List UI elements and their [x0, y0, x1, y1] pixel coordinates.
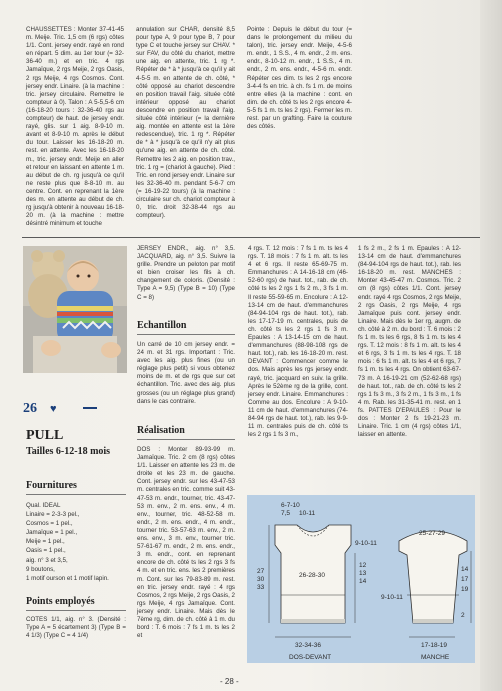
baby-photo	[23, 246, 127, 373]
instructions-column-4: 1 fs 2 m., 2 fs 1 m. Epaules : A 12-13-14 cm de haut. d'emmanchures (84-94-104 rgs de haut. tot.), rab. les 16-18-20 m. rest. MANCHES : Monter 43-45-47 m. Cosmos. Tric. 2 cm (8 rgs) côtes 1/1. Cont. jersey endr. rayé 4 rgs Cosmos, 2 rgs Meije, 2 rgs Oasis, 2 rgs Meije, 4 rgs Jamaïque puis cont. jersey endr. Linaire. Mais dès le 1er rg, augm. de ch. côté à 2 m. du bord : T. 6 mois : 2 fs 1 m. ts les 6 rgs, 8 fs 1 m. ts les 4 rgs. T. 12 mois : 8 fs 1 m. alt. ts les 4 et 6 rgs, 3 fs 1 m. ts les 4 rgs. T. 18 mois : 6 fs 1 m. alt. ts les 4 et 6 rgs, 7 fs 1 m. ts les 4 rgs. On obtient 63-67-73 m. A 16-19-21 cm (52-62-68 rgs) de haut. tot., rab. de ch. côté ts les 2 rgs 1 fs 3 m., 3 fs 2 m., 1 fs 3 m., 1 fs 4 m. Rab. les 31-35-41 m. rest. en 1 fs. PATTES D'EPAULES : Pour le dos : Monter 2 fs 19-21-23 m. Linaire. Tric. 1 cm (4 rgs) côtes 1/1, laisser en attente.	[358, 245, 461, 439]
caption-sleeve: MANCHE	[421, 654, 450, 661]
points-text: COTES 1/1, aig. n° 3. (Densité : Type A = 5 écartement 3) (Type B = 4 1/3) (Type C = 4 1/4)	[26, 616, 126, 640]
label-sleeve-length: 17	[461, 576, 469, 583]
points-heading: Points employés	[26, 596, 126, 611]
label-length: 13	[359, 570, 367, 577]
label-armhole: 9-10-11	[355, 540, 377, 547]
jersey-jacquard-text: JERSEY ENDR., aig. n° 3,5. JACQUARD, aig. n° 3,5. Suivre la grille. Prendre un peloton par motif et bien croiser les fils à ch. changement de coloris. (Densité : Type A = 9,5) (Type B = 10) (Type C = 8)	[137, 245, 235, 301]
supply-item: Qual. IDEAL	[26, 502, 61, 509]
chaussettes-text: CHAUSSETTES : Monter 37-41-45 m. Meije. Tric. 1,5 cm (6 rgs) côtes 1/1. Cont. jersey endr. rayé en rond en répart. 5 dim. au 1er tour (= 32-36-40 m.) et en tric. 4 rgs Jamaïque, 2 rgs Meije, 2 rgs Oasis, 2 rgs Meije, 4 rgs Cosmos. Cont. jersey endr. Linaire. (à la machine : tric. jersey circulaire. Remettre le compteur à 0). Talon : A 5-5,5-6 cm (16-18-20 tours : 32-36-40 rgs au compteur) de haut. de jersey endr. rayé, glis. sur 1 aig. 8-9-10 m. avant et 8-9-10 m. après le début du tour. Laisser les 16-18-20 m. rest. en attente. Avec les 16-18-20 m., tric. jersey endr. Meije en aller et retour en laissant en attente 1 m. au début de ch. rg jusqu'à ce qu'il ne reste plus que 8-8-10 m. au centre. Cont. en reprenant la 1ère des m. en attente au début de ch. rg jusqu'à obtenir à nouveau 16-18-20 m. (à la machine : mettre désintré minimum et touche	[26, 26, 124, 228]
label-height: 30	[257, 576, 265, 583]
model-number: 26	[23, 401, 37, 416]
label-height: 33	[257, 584, 265, 591]
label-shoulder: 7,5	[281, 510, 291, 517]
caption-body: DOS-DEVANT	[289, 654, 332, 661]
page-gutter	[480, 0, 502, 691]
supply-item: 9 boutons,	[26, 565, 55, 573]
pattern-title: PULL	[26, 428, 64, 443]
realisation-text: DOS : Monter 89-93-99 m. Jamaïque. Tric. 2 cm (8 rgs) côtes 1/1. Laisser en attente les 23 m. de droite et les 23 m. de gauche. Cont. jersey endr. sur les 43-47-53 m. centrales en tric. comme suit 43-47-53 m. endr., tourner, tric. 43-47-53 m. env., 2 m. ens. env., 4 m. env., tourner, tric. 48-52-58 m. endr., 2 m. ens. endr., 4 m. endr., tourner tric. 53-57-63 m. env., 2 m. ens. env., 3 m. env., tourner tric. 57-61-67 m. endr., 2 m. ens. endr., 3 m. endr., cont. en reprenant encore de ch. côté ts les 2 rgs 3 fs 4 m. et en tric. ens. les 2 premières m. Cont. sur les 79-83-89 m. rest. en tric. jersey endr. rayé : 4 rgs Cosmos, 2 rgs Meije, 2 rgs Oasis, 2 rgs Meije, 4 rgs Jamaïque. Cont. jersey endr. Linaire. Mais dès le 7ème rg, dim. de ch. côté à 1 m. du bord : T. 6 mois : 7 fs 1 m. ts les 2 et	[137, 446, 235, 640]
label-sleeve-side: 9-10-11	[381, 594, 403, 601]
page-number-row	[23, 398, 128, 420]
label-body-width: 26-28-30	[299, 572, 326, 579]
supply-item: 1 motif ourson et 1 motif lapin.	[26, 574, 109, 582]
fournitures-heading: Fournitures	[26, 480, 126, 495]
fournitures-list	[26, 502, 126, 584]
page-footer: - 28 -	[220, 677, 239, 686]
supply-item: Jamaïque = 1 pel.,	[26, 529, 78, 537]
difficulty-icon	[83, 406, 97, 410]
label-sleeve-length: 14	[461, 566, 469, 573]
pattern-schematic	[247, 495, 475, 663]
section-divider	[22, 237, 490, 238]
label-height: 27	[257, 568, 265, 575]
supply-item: Oasis = 1 pel.,	[26, 547, 66, 555]
label-length: 14	[359, 578, 367, 585]
label-sleeve-bottom: 17-18-19	[421, 642, 448, 649]
realisation-heading: Réalisation	[137, 425, 235, 440]
label-sleeve-top: 25-27-29	[419, 530, 446, 537]
supply-item: Linaire = 2-3-3 pel.,	[26, 511, 80, 519]
chaussettes-text-continued: annulation sur CHAR, densité 8,5 pour type A, 9 pour type B, 7 pour type C et touche jersey sur CHAV. * sur FAV, du côté du chariot, mettre une aig. en attente, tric. 1 rg *. Répéter de * à * jusqu'à ce qu'il y ait 4-5-5 m. en attente de ch. côté, * côté opposé au chariot descendre en position travail l'aig. située côté intérieur opposé au chariot descendre en position travail l'aig. située côté intérieur (= la dernière aig. montée en attente est la 1ère redescendue), tric. 1 rg *. Répéter de * à * jusqu'à ce qu'il n'y ait plus qu'une aig. en attente de ch. côté. Remettre les 2 aig. en position trav., tric. 1 rg = (chariot à gauche). Pied : Tric. en rond jersey endr. Linaire sur les 32-36-40 m. pendant 5-6-7 cm (= 16-19-22 tours) (à la machine : circulaire sur ch. chariot compteur à 0, tric. droit 32-38-44 rgs au compteur).	[136, 26, 236, 220]
label-cuff: 2	[461, 612, 465, 619]
heart-icon: ♥	[50, 403, 57, 415]
label-sleeve-length: 19	[461, 586, 469, 593]
instructions-column-3: 4 rgs. T. 12 mois : 7 fs 1 m. ts les 4 rgs. T. 18 mois : 7 fs 1 m. alt. ts les 4 et 6 rgs. Il reste 65-69-75 m. Emmanchures : A 14-16-18 cm (46-52-60 rgs) de haut. tot., rab. de ch. côté ts les 2 rgs 1 fs 2 m., 3 fs 1 m. Il reste 55-59-65 m. Encolure : A 12-13-14 cm de haut. d'emmanchures (84-94-104 rgs de haut. tot.), rab. les 17-17-19 m. centrales, puis de ch. côté ts les 2 rgs 1 fs 3 m. Epaules : A 13-14-15 cm de haut. d'emmanchures (88-98-108 rgs de haut. tot.), rab. les 16-18-20 m. rest. DEVANT : Commencer comme le dos. Mais après les rgs jersey endr. rayé, tric. jacquard en suiv. la grille. Après le 52ème rg de la grille, cont. jersey endr. Linaire. Emmanchures : Comme au dos. Encolure : A 9-10-11 cm de haut. d'emmanchures (74-84-94 rgs de haut. tot.), rab. les 9-9-11 m. centrales puis de ch. côté ts les 2 rgs 1 fs 3 m.,	[248, 245, 348, 439]
supply-item: Meije = 1 pel.,	[26, 538, 65, 546]
echantillon-text: Un carré de 10 cm jersey endr. = 24 m. et 31 rgs. Important : Tric. avec les aig. plus fines (ou un réglage plus petit) si vous obtenez moins de m. et de rgs que sur cet échantillon. Tric. avec des aig. plus grosses (ou un réglage plus grand) dans le cas contraire.	[137, 341, 235, 405]
supply-item: aig. n° 3 et 3,5,	[26, 556, 68, 564]
label-length: 12	[359, 562, 367, 569]
pattern-sizes: Tailles 6-12-18 mois	[26, 446, 111, 457]
label-neck-width: 10-11	[299, 510, 316, 517]
pointe-text: Pointe : Depuis le début du tour (= dans le prolongement du milieu du talon), tric. jersey endr. Meije, 4-5-6 m. endr., 1 S.S., 4 m. endr., 2 m. ens. endr., 8-10-12 m. endr., 1 S.S., 4 m. endr., 2 m. ens. endr., 4-5-6 m. endr. Répéter ces dim. ts les 2 rgs encore 3-4-4 fs en tric. à ch. fs 1 m. de moins entre elles (à la machine : cont. en dim. de ch. côté ts les 2 rgs encore 4-5-5 fs 1 m. ts les 2 rgs). Fermer les m. rest. par un grafting. Faire la couture des côtés.	[247, 26, 352, 131]
echantillon-heading: Echantillon	[137, 320, 235, 335]
label-neck: 6-7-10	[281, 502, 300, 509]
label-bottom-width: 32-34-36	[295, 642, 322, 649]
supply-item: Cosmos = 1 pel.,	[26, 520, 73, 528]
